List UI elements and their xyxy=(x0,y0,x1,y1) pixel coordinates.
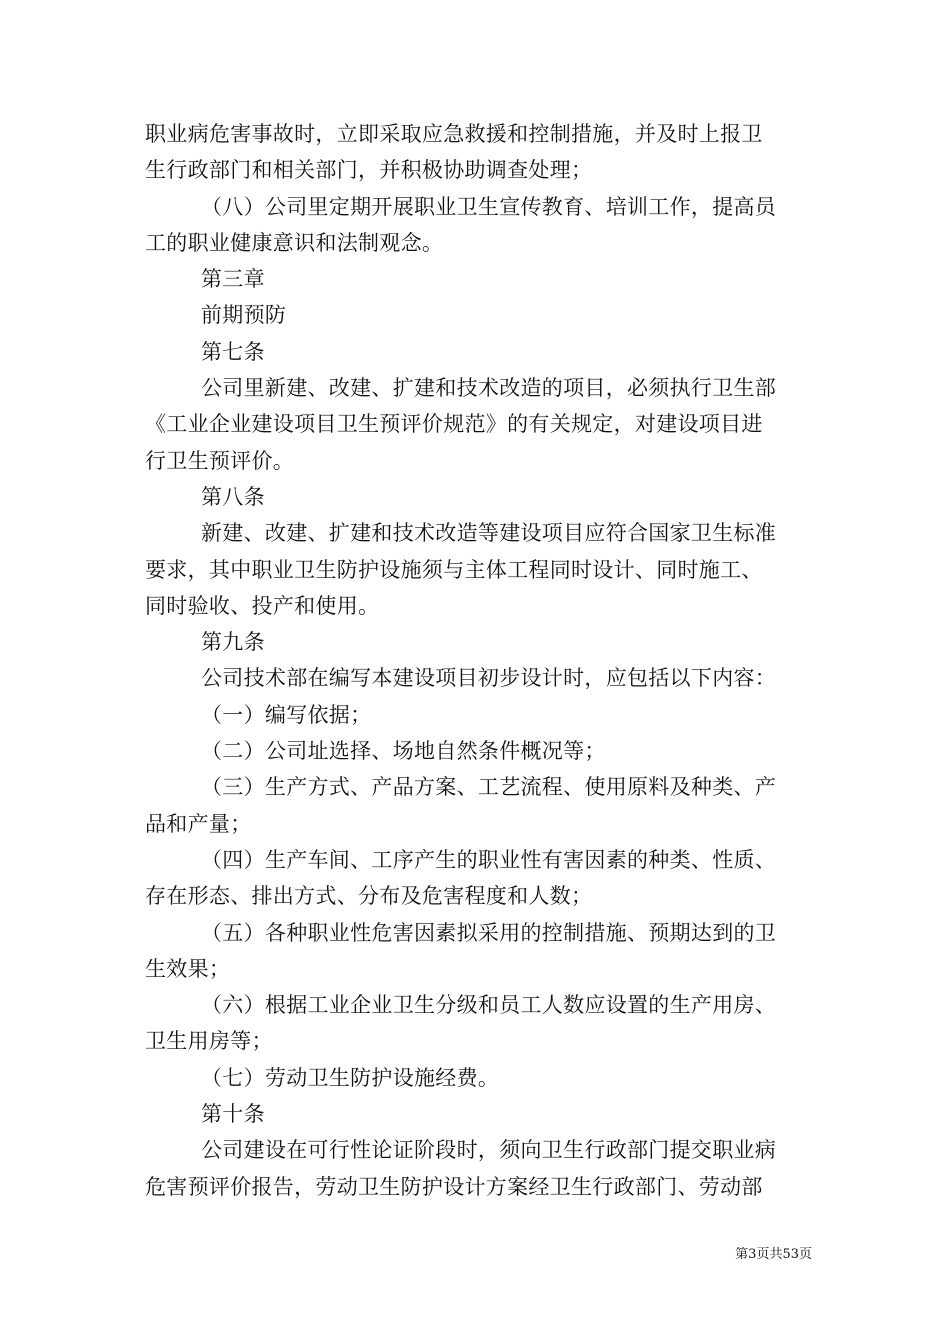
text-line: 品和产量； xyxy=(145,811,252,836)
list-item: （六）根据工业企业卫生分级和员工人数应设置的生产用房、 xyxy=(201,993,777,1018)
text-line: 新建、改建、扩建和技术改造等建设项目应符合国家卫生标准 xyxy=(201,521,777,546)
article-heading: 第七条 xyxy=(201,339,265,364)
list-item: （五）各种职业性危害因素拟采用的控制措施、预期达到的卫 xyxy=(201,920,777,945)
text-line: 同时验收、投产和使用。 xyxy=(145,593,380,618)
chapter-title: 前期预防 xyxy=(201,303,287,328)
text-line: （八）公司里定期开展职业卫生宣传教育、培训工作，提高员 xyxy=(201,194,777,219)
page-number: 第3页共53页 xyxy=(735,1247,812,1262)
text-line: 存在形态、排出方式、分布及危害程度和人数； xyxy=(145,884,593,909)
text-line: 危害预评价报告，劳动卫生防护设计方案经卫生行政部门、劳动部 xyxy=(145,1174,763,1199)
document-body xyxy=(145,116,811,1205)
list-item: （四）生产车间、工序产生的职业性有害因素的种类、性质、 xyxy=(201,847,777,872)
text-line: 《工业企业建设项目卫生预评价规范》的有关规定，对建设项目进 xyxy=(145,412,763,437)
text-line: 公司建设在可行性论证阶段时，须向卫生行政部门提交职业病 xyxy=(201,1138,777,1163)
list-item: （二）公司址选择、场地自然条件概况等； xyxy=(201,739,606,764)
text-line: 公司技术部在编写本建设项目初步设计时，应包括以下内容： xyxy=(201,666,777,691)
list-item: （三）生产方式、产品方案、工艺流程、使用原料及种类、产 xyxy=(201,775,777,800)
article-heading: 第九条 xyxy=(201,630,265,655)
article-heading: 第八条 xyxy=(201,484,265,509)
text-line: 职业病危害事故时，立即采取应急救援和控制措施，并及时上报卫 xyxy=(145,122,763,146)
list-item: （七）劳动卫生防护设施经费。 xyxy=(201,1065,500,1090)
text-line: 卫生用房等； xyxy=(145,1029,273,1054)
text-line: 行卫生预评价。 xyxy=(145,448,295,473)
text-line: 工的职业健康意识和法制观念。 xyxy=(145,230,444,255)
article-heading: 第十条 xyxy=(201,1102,265,1127)
list-item: （一）编写依据； xyxy=(201,702,372,727)
text-line: 要求，其中职业卫生防护设施须与主体工程同时设计、同时施工、 xyxy=(145,557,763,582)
chapter-heading: 第三章 xyxy=(201,267,265,292)
text-line: 生行政部门和相关部门，并积极协助调查处理； xyxy=(145,158,593,183)
text-line: 生效果； xyxy=(145,956,231,981)
text-line: 公司里新建、改建、扩建和技术改造的项目，必须执行卫生部 xyxy=(201,376,777,401)
